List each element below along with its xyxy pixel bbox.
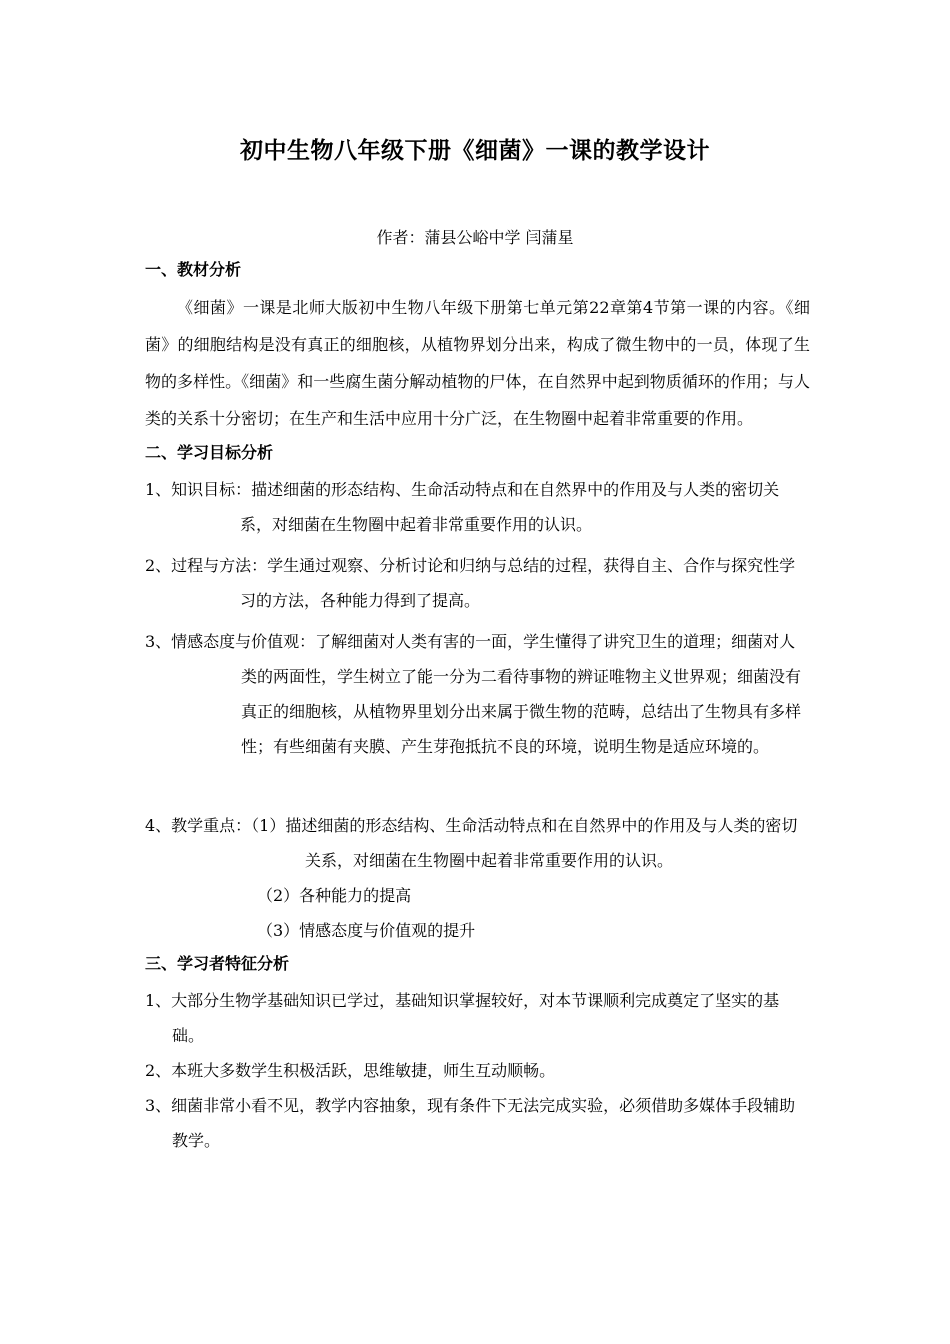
objective-process-method — [145, 548, 810, 618]
learner-item-1-text: 1、大部分生物学基础知识已学过，基础知识掌握较好，对本节课顺利完成奠定了坚实的基础。 — [145, 991, 780, 1045]
document-body — [145, 256, 810, 1158]
teaching-focus-main-text: 4、教学重点：（1）描述细菌的形态结构、生命活动特点和在自然界中的作用及与人类的密切关系，对细菌在生物圈中起着非常重要作用的认识。 — [145, 816, 798, 870]
learner-item-1 — [145, 983, 810, 1053]
section-heading-learner-analysis: 三、学习者特征分析 — [145, 954, 290, 973]
objective-emotion-values-text: 3、情感态度与价值观：了解细菌对人类有害的一面，学生懂得了讲究卫生的道理；细菌对人类的两面性，学生树立了能一分为二看待事物的辨证唯物主义世界观；细菌没有真正的细胞核，从植物界里划分出来属于微生物的范畴，总结出了生物具有多样性；有些细菌有夹膜、产生芽孢抵抗不良的环境，说明生物是适应环境的。 — [145, 632, 802, 756]
teaching-focus-sub-3: （3）情感态度与价值观的提升 — [257, 921, 476, 940]
document-title: 初中生物八年级下册《细菌》一课的教学设计 — [240, 138, 710, 164]
learner-item-3 — [145, 1088, 810, 1158]
objective-knowledge — [145, 472, 810, 542]
teaching-focus-sub-2: （2）各种能力的提高 — [257, 886, 412, 905]
learner-item-3-text: 3、细菌非常小看不见，教学内容抽象，现有条件下无法完成实验，必须借助多媒体手段辅助教学。 — [145, 1096, 796, 1150]
objective-emotion-values — [145, 624, 810, 764]
teaching-focus-main — [145, 808, 810, 878]
blank-line — [145, 770, 810, 808]
author-line: 作者：蒲县公峪中学 闫蒲星 — [376, 228, 574, 247]
objective-process-method-text: 2、过程与方法：学生通过观察、分析讨论和归纳与总结的过程，获得自主、合作与探究性学习的方法，各种能力得到了提高。 — [145, 556, 796, 610]
textbook-analysis-paragraph: 《细菌》一课是北师大版初中生物八年级下册第七单元第22章第4节第一课的内容。《细菌》的细胞结构是没有真正的细胞核，从植物界划分出来，构成了微生物中的一员，体现了生物的多样性。《细菌》和一些腐生菌分解动植物的尸体，在自然界中起到物质循环的作用；与人类的关系十分密切；在生产和生活中应用十分广泛，在生物圈中起着非常重要的作用。 — [145, 298, 810, 428]
learner-item-2 — [145, 1053, 810, 1088]
learner-item-2-text: 2、本班大多数学生积极活跃，思维敏捷，师生互动顺畅。 — [145, 1061, 556, 1080]
objective-knowledge-text: 1、知识目标：描述细菌的形态结构、生命活动特点和在自然界中的作用及与人类的密切关系，对细菌在生物圈中起着非常重要作用的认识。 — [145, 480, 780, 534]
section-heading-textbook-analysis: 一、教材分析 — [145, 260, 242, 279]
section-heading-learning-objectives: 二、学习目标分析 — [145, 443, 274, 462]
